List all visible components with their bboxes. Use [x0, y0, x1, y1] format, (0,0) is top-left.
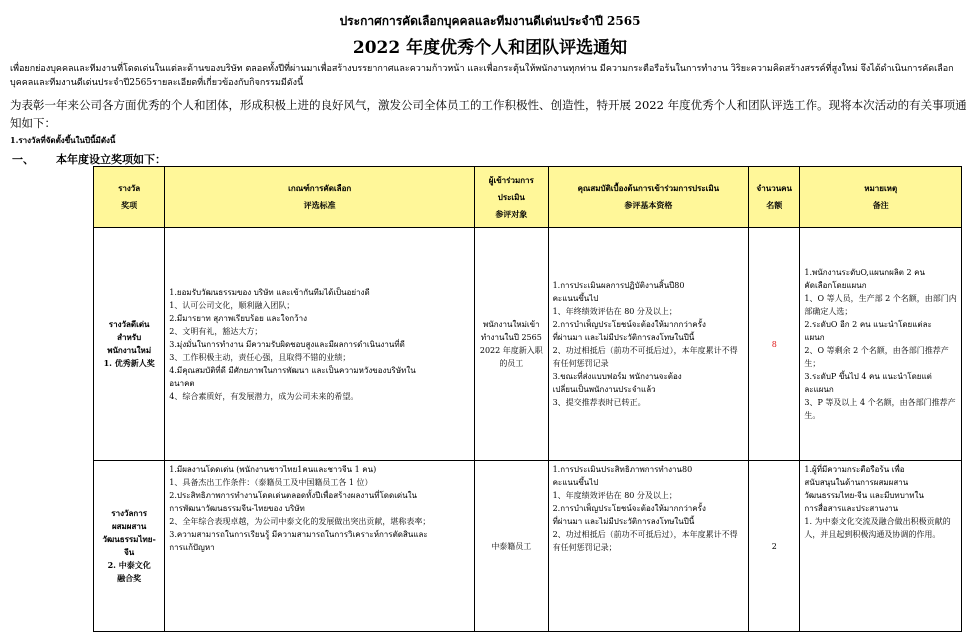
quota-cell: 8 [749, 228, 800, 461]
header-award: รางวัล 奖项 [94, 167, 165, 228]
target-cell: พนักงานใหม่เข้า ทำงานในปี 2565 2022 年度新入职 的员工 [475, 228, 549, 461]
remarks-cell: 1.พนักงานระดับO,แผนกผลิต 2 คน คัดเลือกโดยแผนก 1、O 等人员，生产部 2 个名额，由部门内部确定人选； 2.ระดับO อีก 2 คน แนะนำโดยแต่ละ แผนก 2、O 等剩余 2 个名额，由各部门推荐产生； 3.ระดับP ขึ้นไป 4 คน แนะนำโดยแต่ ละแผนก 3、P 等及以上 4 个名额，由各部门推荐产生。 [800, 228, 962, 461]
header-qualification: คุณสมบัติเบื้องต้นการเข้าร่วมการประเมิน 参评基本资格 [548, 167, 749, 228]
remarks-cell: 1.ผู้ที่มีความกระตือรือร้น เพื่อ สนับสนุนในด้านการผสมผสาน วัฒนธรรมไทย-จีน และมีบทบาทใน การสื่อสารและประสานงาน 1. 为中泰文化交流及融合做出积极贡献的人，并且起到积极沟通及协调的作用。 [800, 461, 962, 632]
header-target: ผู้เข้าร่วมการ ประเมิน 参评对象 [475, 167, 549, 228]
table-row [94, 461, 962, 632]
chinese-title: 2022 年度优秀个人和团队评选通知 [352, 38, 628, 58]
header-remarks: หมายเหตุ 备注 [800, 167, 962, 228]
award-cell: รางวัลดีเด่นสำหรับ พนักงานใหม่ 1. 优秀新人奖 [94, 228, 165, 461]
awards-table [93, 166, 962, 632]
table-header-row [94, 167, 962, 228]
header-quota: จำนวนคน 名额 [749, 167, 800, 228]
qualification-cell: 1.การประเมินประสิทธิภาพการทำงาน80 คะแนนขึ้นไป 1、年度绩效评估在 80 分及以上； 2.การบำเพ็ญประโยชน์จะต้องให้มากกว่าครั้ง ที่ผ่านมา และไม่มีประวัติการลงโทษในปีนี้ 2、功过相抵后（前功不可抵后过），本年度累计不得有任何惩罚记录； [548, 461, 749, 632]
section-title: 本年度设立奖项如下： [56, 153, 166, 166]
target-cell: 中泰籍员工 [475, 461, 549, 632]
table-row [94, 228, 962, 461]
criteria-cell: 1.มีผลงานโดดเด่น (พนักงานชาวไทย1คนและชาวจีน 1 คน) 1、具备杰出工作条件：（泰籍员工及中国籍员工各 1 位） 2.ประสิทธิภาพการทำงานโดดเด่นตลอดทั้งปีเพื่อสร้างผลงานที่โดดเด่นใน การพัฒนาวัฒนธรรมจีน-ไทยของ บริษัท 2、全年综合表现卓越，为公司中泰文化的发展做出突出贡献，堪称表率； 3.ความสามารถในการเรียนรู้ มีความสามารถในการวิเคราะห์การตัดสินและ การแก้ปัญหา [165, 461, 475, 632]
thai-intro-paragraph: เพื่อยกย่องบุคคลและทีมงานที่โดดเด่นในแต่ละด้านของบริษัท ตลอดทั้งปีที่ผ่านมาเพื่อสร้างบรรยากาศและความก้าวหน้า และเพื่อกระตุ้นให้พนักงานทุกท่าน มีความกระตือรือร้นในการทำงาน วิริยะความคิดสร้างสรรค์ที่สูงใหม่ จึงได้ดำเนินการคัดเลือกบุคคลและทีมงานดีเด่นประจำปี2565รายละเอียดที่เกี่ยวข้องกับกิจกรรมมีดังนี้ [10, 64, 954, 88]
header-criteria: เกณฑ์การคัดเลือก 评选标准 [165, 167, 475, 228]
criteria-cell: 1.ยอมรับวัฒนธรรมของ บริษัท และเข้ากันทีมได้เป็นอย่างดี 1、认可公司文化，顺利融入团队； 2.มีมารยาท สุภาพเรียบร้อย และใจกว้าง 2、文明有礼，豁达大方； 3.มุ่งมั่นในการทำงาน มีความรับผิดชอบสูงและมีผลการดำเนินงานที่ดี 3、工作积极主动，责任心强，且取得不错的业绩； 4.มีคุณสมบัติที่ดี มีศักยภาพในการพัฒนา และเป็นความหวังของบริษัทใน อนาคต 4、综合素质好，有发展潜力，成为公司未来的希望。 [165, 228, 475, 461]
section-heading [12, 151, 166, 167]
chinese-intro-paragraph: 为表彰一年来公司各方面优秀的个人和团体，形成积极上进的良好风气，激发公司全体员工的工作积极性、创造性，特开展 2022 年度优秀个人和团队评选工作。现将本次活动的有关事项通知如下： [10, 98, 967, 130]
quota-cell: 2 [749, 461, 800, 632]
qualification-cell: 1.การประเมินผลการปฏิบัติงานสิ้นปี80 คะแนนขึ้นไป 1、年终绩效评估在 80 分及以上； 2.การบำเพ็ญประโยชน์จะต้องให้มากกว่าครั้ง ที่ผ่านมา และไม่มีประวัติการลงโทษในปีนี้ 2、功过相抵后（前功不可抵后过），本年度累计不得有任何惩罚记录 3.ขณะที่ส่งแบบฟอร์ม พนักงานจะต้อง เปลี่ยนเป็นพนักงานประจำแล้ว 3、提交推荐表时已转正。 [548, 228, 749, 461]
section-number: 一、 [12, 153, 34, 166]
thai-title: ประกาศการคัดเลือกบุคคลและทีมงานดีเด่นประจำปี 2565 [339, 14, 641, 28]
award-cell: รางวัลการ ผสมผสาน วัฒนธรรมไทย-จีน 2. 中泰文化 融合奖 [94, 461, 165, 632]
thai-reward-heading: 1.รางวัลที่จัดตั้งขึ้นในปีนี้มีดังนี้ [10, 135, 116, 145]
